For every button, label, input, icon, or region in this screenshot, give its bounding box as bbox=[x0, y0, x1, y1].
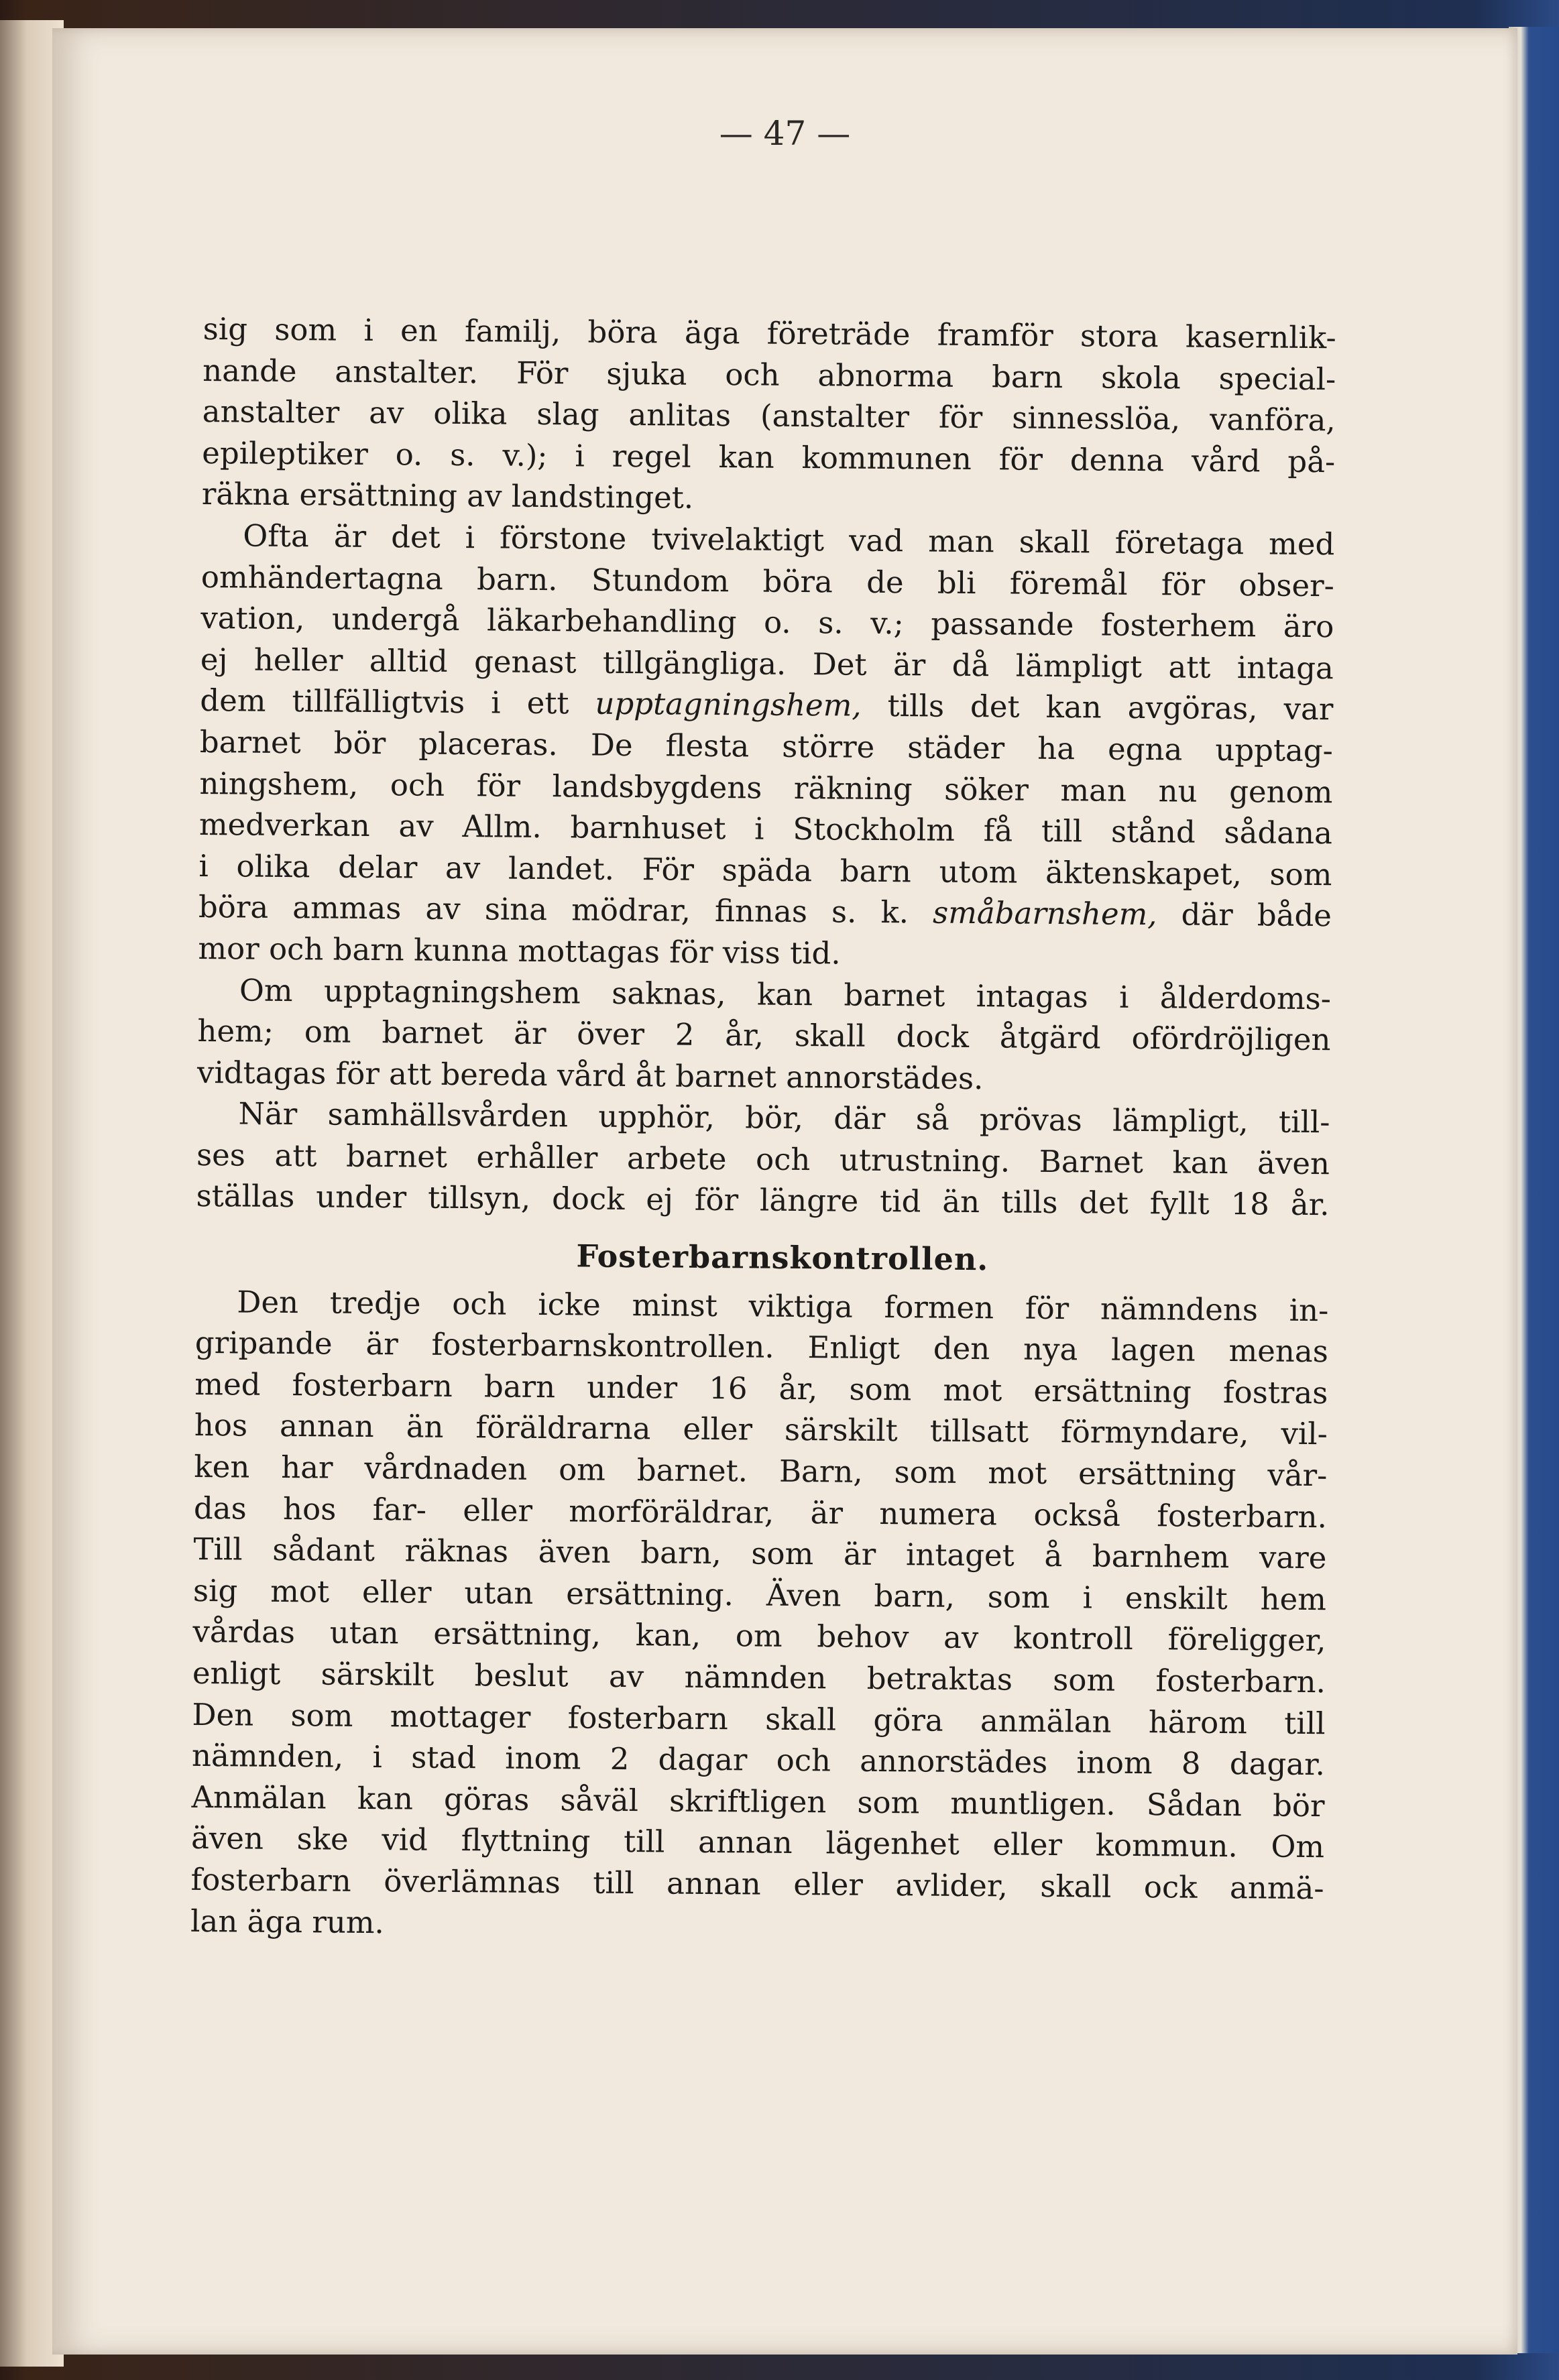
text-line: ej heller alltid genast tillgängliga. Det är då lämpligt att intaga bbox=[200, 641, 1334, 687]
text-line: enligt särskilt beslut av nämnden betraktas som fosterbarn. bbox=[192, 1655, 1326, 1700]
text-line: ken har vårdnaden om barnet. Barn, som mot ersättning vår- bbox=[194, 1448, 1328, 1494]
text-line: hos annan än föräldrarna eller särskilt tillsatt förmyndare, vil- bbox=[194, 1407, 1328, 1452]
text-line: ställas under tillsyn, dock ej för längre tid än tills det fyllt 18 år. bbox=[196, 1178, 1330, 1223]
paragraph-4 bbox=[196, 1093, 1330, 1226]
text-line: ningshem, och för landsbygdens räkning söker man nu genom bbox=[199, 765, 1333, 810]
text-line: Ofta är det i förstone tvivelaktigt vad man skall företaga med bbox=[243, 518, 1335, 562]
paragraph-2 bbox=[198, 515, 1334, 978]
text-line: medverkan av Allm. barnhuset i Stockholm få till stånd sådana bbox=[198, 807, 1333, 851]
text-line: barnet bör placeras. De flesta större städer ha egna upptag- bbox=[199, 723, 1334, 769]
text-line: Anmälan kan göras såväl skriftligen som muntligen. Sådan bör bbox=[191, 1779, 1325, 1824]
text-line: omhändertagna barn. Stundom böra de bli föremål för obser- bbox=[200, 558, 1335, 603]
text-segment: dem tillfälligtvis i ett bbox=[200, 682, 595, 721]
paragraph-3 bbox=[197, 969, 1331, 1102]
text-line: mor och barn kunna mottagas för viss tid. bbox=[198, 930, 841, 971]
text-line: epileptiker o. s. v.); i regel kan kommunen för denna vård på- bbox=[202, 434, 1336, 480]
text-line: vation, undergå läkarbehandling o. s. v.; passande fosterhem äro bbox=[200, 600, 1334, 645]
section-heading: Fosterbarnskontrollen. bbox=[576, 1238, 989, 1278]
text-line: Den som mottager fosterbarn skall göra anmälan härom till bbox=[192, 1696, 1326, 1741]
text-line: räkna ersättning av landstinget. bbox=[201, 476, 694, 516]
text-line: ses att barnet erhåller arbete och utrustning. Barnet kan även bbox=[196, 1136, 1330, 1182]
text-line: Den tredje och icke minst viktiga formen för nämndens in- bbox=[237, 1284, 1329, 1328]
text-line: med fosterbarn barn under 16 år, som mot ersättning fostras bbox=[194, 1366, 1328, 1411]
text-segment: böra ammas av sina mödrar, finnas s. k. bbox=[198, 889, 933, 931]
text-line: i olika delar av landet. För späda barn utom äktenskapet, som bbox=[198, 847, 1332, 892]
text-line: hem; om barnet är över 2 år, skall dock åtgärd ofördröjligen bbox=[197, 1013, 1331, 1058]
italic-term: upptagningshem, bbox=[595, 685, 862, 724]
text-line: vidtagas för att bereda vård åt barnet annorstädes. bbox=[196, 1054, 984, 1096]
page-number: — 47 — bbox=[719, 114, 851, 153]
text-line: lan äga rum. bbox=[190, 1903, 385, 1940]
text-line: gripande är fosterbarnskontrollen. Enligt den nya lagen menas bbox=[194, 1325, 1329, 1370]
text-line: das hos far- eller morföräldrar, är numera också fosterbarn. bbox=[193, 1490, 1328, 1535]
text-line: Till sådant räknas även barn, som är intaget å barnhem vare bbox=[193, 1531, 1327, 1576]
text-line: Om upptagningshem saknas, kan barnet intagas i ålderdoms- bbox=[239, 971, 1332, 1016]
section-paragraph bbox=[190, 1281, 1329, 1951]
book-page bbox=[52, 28, 1517, 2355]
italic-term: småbarnshem, bbox=[932, 894, 1157, 933]
text-segment: där både bbox=[1157, 896, 1332, 934]
text-segment: tills det kan avgöras, var bbox=[861, 688, 1334, 727]
text-line: även ske vid flyttning till annan lägenhet eller kommun. Om bbox=[190, 1820, 1325, 1865]
text-line: anstalter av olika slag anlitas (anstalter för sinnesslöa, vanföra, bbox=[202, 394, 1336, 438]
text-line: sig som i en familj, böra äga företräde framför stora kasernlik- bbox=[203, 310, 1336, 356]
text-line: nämnden, i stad inom 2 dagar och annorstädes inom 8 dagar. bbox=[191, 1738, 1326, 1783]
text-line: fosterbarn överlämnas till annan eller avlider, skall ock anmä- bbox=[190, 1861, 1324, 1907]
text-line: När samhällsvården upphör, bör, där så prövas lämpligt, till- bbox=[238, 1095, 1330, 1140]
body-text bbox=[190, 308, 1336, 1950]
text-line: nande anstalter. För sjuka och abnorma barn skola special- bbox=[203, 352, 1336, 397]
paragraph-1 bbox=[202, 308, 1336, 524]
text-line: sig mot eller utan ersättning. Även barn, som i enskilt hem bbox=[192, 1572, 1327, 1618]
text-line: vårdas utan ersättning, kan, om behov av kontroll föreligger, bbox=[192, 1614, 1326, 1659]
